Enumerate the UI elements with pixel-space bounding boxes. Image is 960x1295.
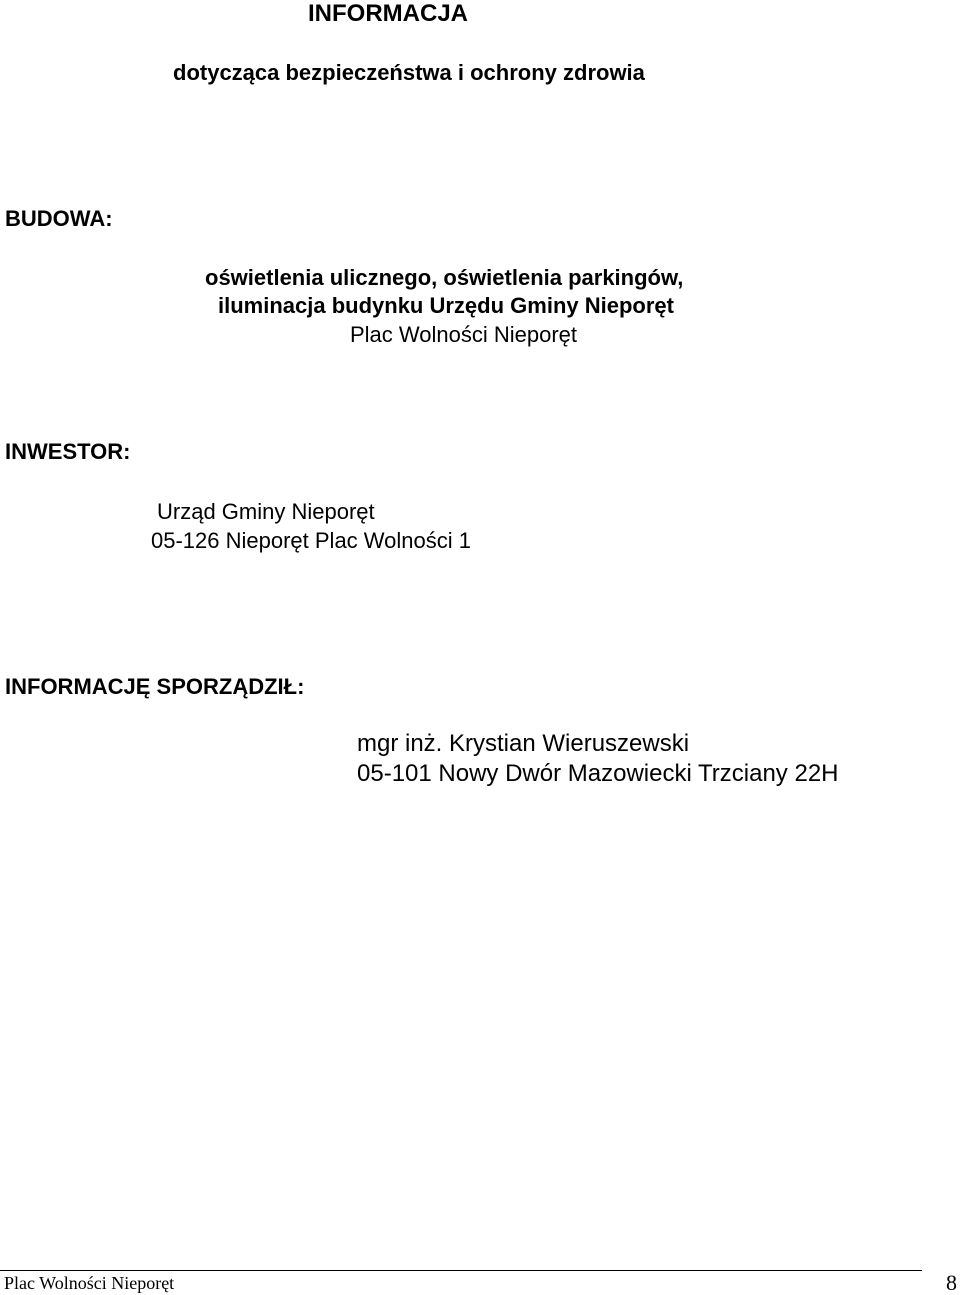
footer-text: Plac Wolności Nieporęt: [4, 1273, 175, 1293]
inwestor-label: INWESTOR:: [5, 439, 131, 464]
inwestor-name: Urząd Gminy Nieporęt: [157, 499, 375, 524]
budowa-label: BUDOWA:: [5, 206, 113, 231]
autor-label: INFORMACJĘ SPORZĄDZIŁ:: [5, 674, 305, 699]
page-number: 8: [946, 1270, 957, 1295]
document-subtitle: dotycząca bezpieczeństwa i ochrony zdrowia: [173, 60, 645, 85]
budowa-line-1: oświetlenia ulicznego, oświetlenia parkingów,: [205, 265, 684, 290]
budowa-line-3: Plac Wolności Nieporęt: [350, 322, 578, 347]
document-title: INFORMACJA: [308, 0, 468, 27]
budowa-line-2: iluminacja budynku Urzędu Gminy Nieporęt: [218, 293, 674, 318]
autor-address: 05-101 Nowy Dwór Mazowiecki Trzciany 22H: [357, 760, 839, 787]
autor-name: mgr inż. Krystian Wieruszewski: [357, 730, 690, 757]
footer-divider: [0, 1270, 922, 1271]
inwestor-address: 05-126 Nieporęt Plac Wolności 1: [151, 528, 471, 553]
